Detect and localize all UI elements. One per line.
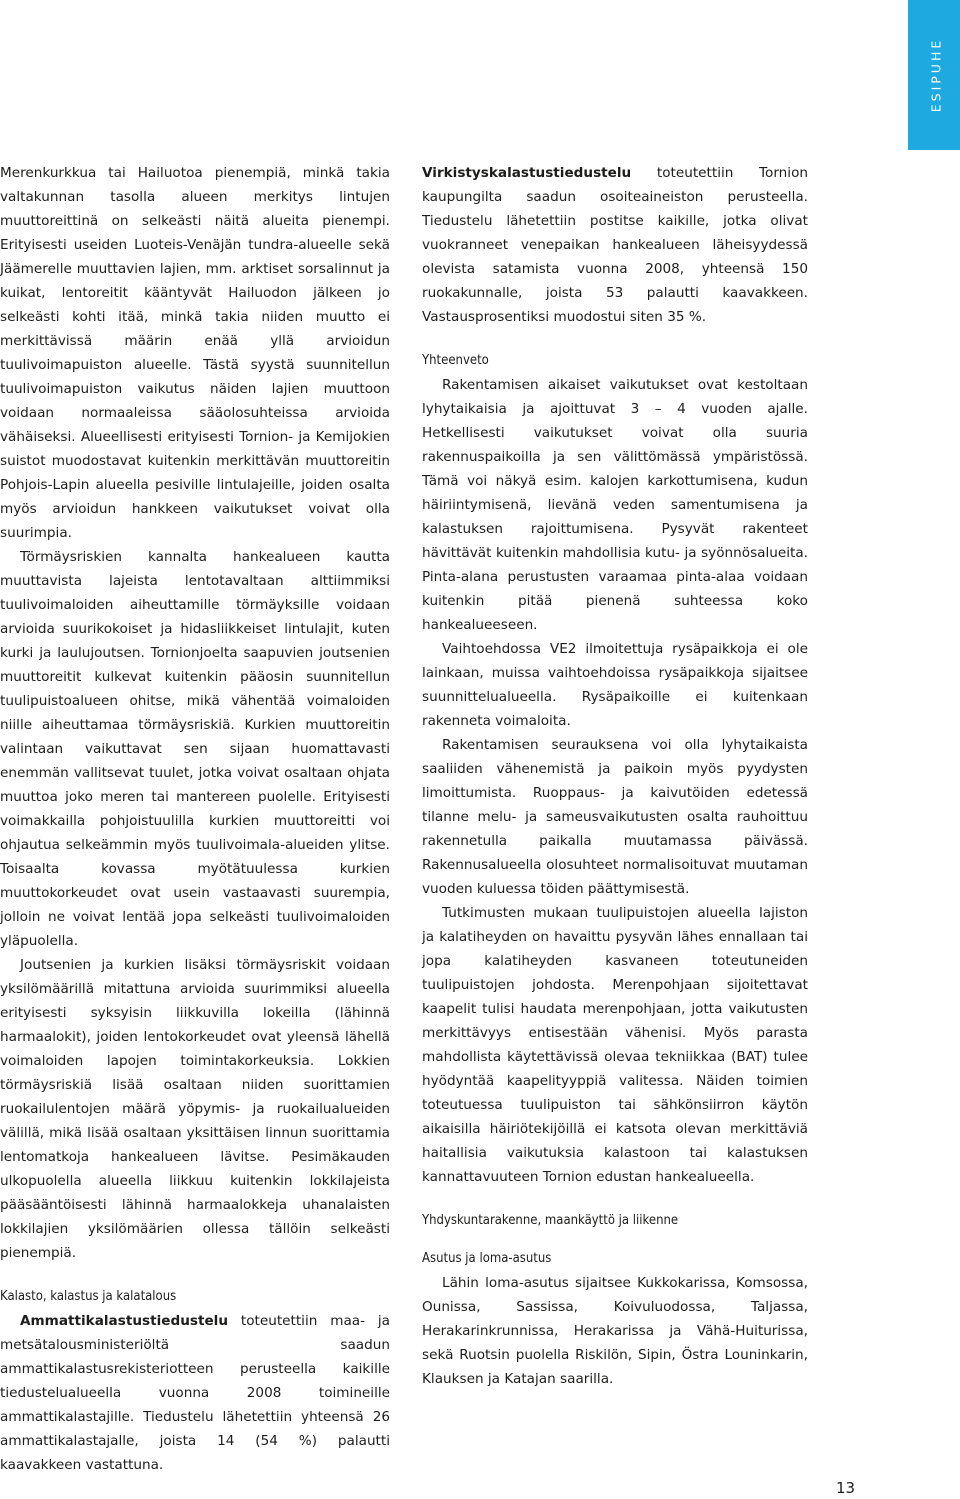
paragraph: Törmäysriskien kannalta hankealueen kautta muuttavista lajeista lentotavaltaan alttiimmiksi tuulivoimaloiden aiheuttamille törmäyksille voidaan arvioida suurikokoiset ja hidasliikkeiset lintulajit, kuten kurki ja laulujoutsen. Tornionjoelta saapuvien joutsenien muuttoreitit kulkevat kuitenkin pääosin suunnitellun tuulipuistoalueen ohitse, mikä vähentää voimaloiden niille aiheuttamaa törmäysriskiä. Kurkien muuttoreitin valintaan vaikuttavat sen sijaan huomattavasti enemmän vallitsevat tuulet, jotka voivat osaltaan ohjata muuttoa joko meren tai mantereen puolelle. Erityisesti voimakkailla pohjoistuulilla kurkien muuttoreitti voi ohjautua selkeämmin myös tuulivoimala-alueiden ylitse. Toisaalta kovassa myötätuulessa kurkien muuttokorkeudet ovat usein vastaavasti suurempia, jolloin ne voivat lentää jopa selkeästi tuulivoimaloiden yläpuolella. (0, 549, 390, 949)
sub-heading: Asutus ja loma-asutus (422, 1251, 552, 1266)
paragraph (422, 161, 808, 329)
paragraph: Joutsenien ja kurkien lisäksi törmäysriskit voidaan yksilömäärillä mitattuna arvioida suurimmiksi alueella erityisesti syksyisin liikkuvilla lokeilla (lähinnä harmaalokit), joiden lentokorkeudet ovat yleensä lähellä voimaloiden lapojen toimintakorkeuksia. Lokkien törmäysriskiä lisää osaltaan niiden suorittamien ruokailulentojen määrä yöpymis- ja ruokailualueiden välillä, mikä lisää osaltaan yksittäisen linnun suorittamia lentomatkoja hankealueen lävitse. Pesimäkauden ulkopuolella alueella liikkuu kuitenkin lokkilajeista pääsääntöisesti lähinnä harmaalokkeja uhanalaisten lokkilajien yksilömäärien ollessa tällöin selkeästi pienempiä. (0, 957, 390, 1261)
section-heading: Kalasto, kalastus ja kalatalous (0, 1289, 177, 1304)
left-column (0, 161, 390, 1477)
paragraph: Lähin loma-asutus sijaitsee Kukkokarissa, Komsossa, Ounissa, Sassissa, Koivuluodossa, Taljassa, Herakarinkrunnissa, Herakarissa ja Vähä-Huiturissa, sekä Ruotsin puolella Riskilön, Sipin, Östra Louninkarin, Klauksen ja Katajan saarilla. (422, 1275, 808, 1387)
paragraph: Rakentamisen aikaiset vaikutukset ovat kestoltaan lyhytaikaisia ja ajoittuvat 3 – 4 vuoden ajalle. Hetkellisesti vaikutukset voivat olla suuria rakennuspaikoilla ja sen välittömässä ympäristössä. Tämä voi näkyä esim. kalojen karkottumisena, kudun häiriintymisenä, lievänä veden samentumisena ja kalastuksen rajoittumisena. Pysyvät rakenteet hävittävät kuitenkin mahdollisia kutu- ja syönnösalueita. Pinta-alana perustusten varaamaa pinta-alaa voidaan kuitenkin pitää pienenä suhteessa koko hankealueeseen. (422, 377, 808, 633)
section-heading: Yhteenveto (422, 353, 489, 368)
section-heading: Yhdyskuntarakenne, maankäyttö ja liikenne (422, 1213, 679, 1228)
paragraph (0, 1309, 390, 1477)
lead-term: Ammattikalastustiedustelu (20, 1313, 229, 1329)
section-tab-label: ESIPUHE (928, 37, 944, 113)
right-column (422, 161, 808, 1391)
page-number: 13 (836, 1479, 856, 1497)
paragraph-text: toteutettiin Tornion kaupungilta saadun osoiteaineiston perusteella. Tiedustelu lähetettiin postitse kaikille, jotka olivat vuokranneet venepaikan hankealueen läheisyydessä olevista satamista vuonna 2008, yhteensä 150 ruokakunnalle, joista 53 palautti kaavakkeen. Vastausprosentiksi muodostui siten 35 %. (422, 165, 808, 325)
paragraph: Merenkurkkua tai Hailuotoa pienempiä, minkä takia valtakunnan tasolla alueen merkitys lintujen muuttoreittinä on selkeästi näitä alueita pienempi. Erityisesti useiden Luoteis-Venäjän tundra-alueelle sekä Jäämerelle muuttavien lajien, mm. arktiset sorsalinnut ja kuikat, lentoreitit kääntyvät Hailuodon jälkeen jo selkeästi kohti itää, minkä takia niiden muutto ei merkittävissä määrin enää yllä arvioidun tuulivoimapuiston alueelle. Tästä syystä suunnitellun tuulivoimapuiston vaikutus näiden lajien muuttoon voidaan normaaleissa sääolosuhteissa arvioida vähäiseksi. Alueellisesti erityisesti Tornion- ja Kemijokien suistot muodostavat kuitenkin merkittävän muuttoreitin Pohjois-Lapin alueella pesiville lintulajeille, joiden osalta myös arvioidun hankkeen vaikutukset voivat olla suurimpia. (0, 165, 390, 541)
paragraph-text: toteutettiin maa- ja metsätalousministeriöltä saadun ammattikalastusrekisteriotteen perusteella kaikille tiedustelualueella vuonna 2008 toimineille ammattikalastajille. Tiedustelu lähetettiin yhteensä 26 ammattikalastajalle, joista 14 (54 %) palautti kaavakkeen vastattuna. (0, 1313, 390, 1473)
lead-term: Virkistyskalastustiedustelu (422, 165, 632, 181)
paragraph: Rakentamisen seurauksena voi olla lyhytaikaista saaliiden vähenemistä ja paikoin myös pyydysten limoittumista. Ruoppaus- ja kaivutöiden edetessä tilanne melu- ja sameusvaikutusten osalta rauhoittuu rakennetulla paikalla muutamassa päivässä. Rakennusalueella olosuhteet normalisoituvat muutaman vuoden kuluessa töiden päättymisestä. (422, 737, 808, 897)
paragraph: Tutkimusten mukaan tuulipuistojen alueella lajiston ja kalatiheyden on havaittu pysyvän lähes ennallaan tai jopa kalatiheyden kasvaneen toteutuneiden tuulipuistojen johdosta. Merenpohjaan sijoitettavat kaapelit tulisi haudata merenpohjaan, jotta vaikutusten merkittävyys entisestään vähenisi. Myös parasta mahdollista käytettävissä olevaa tekniikkaa (BAT) tulee hyödyntää kaapelityyppiä valitessa. Näiden toimien toteutuessa tuulipuiston tai sähkönsiirron käytön aikaisilla häiriötekijöillä ei katsota olevan merkittäviä haitallisia vaikutuksia kalastoon tai kalastuksen kannattavuuteen Tornion edustan hankealueella. (422, 905, 808, 1185)
paragraph: Vaihtoehdossa VE2 ilmoitettuja rysäpaikkoja ei ole lainkaan, muissa vaihtoehdoissa rysäpaikkoja sijaitsee suunnittelualueella. Rysäpaikoille ei kuitenkaan rakenneta voimaloita. (422, 641, 808, 729)
